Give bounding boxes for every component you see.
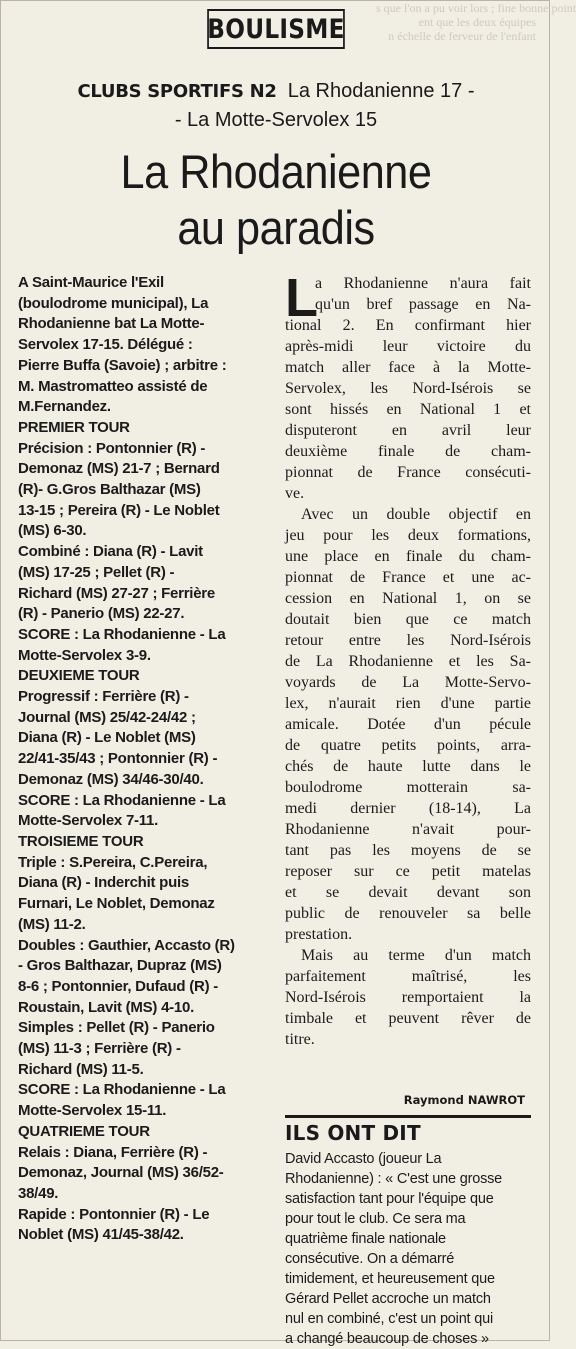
article-line: voyards de La Motte-Servo- <box>285 674 531 691</box>
results-line: Furnari, Le Noblet, Demonaz <box>18 895 215 913</box>
section-rubric: BOULISME <box>207 9 345 49</box>
article-line: une place en finale du cham- <box>285 548 531 565</box>
article-line: parfaitement maîtrisé, les <box>285 968 531 985</box>
results-line: Motte-Servolex 3-9. <box>18 646 151 664</box>
article-line: deuxième finale de cham- <box>285 443 531 460</box>
results-line: Roustain, Lavit (MS) 4-10. <box>18 998 195 1016</box>
results-line: (R)- G.Gros Balthazar (MS) <box>18 481 201 499</box>
quote-line: satisfaction tant pour l'équipe que <box>285 1191 494 1207</box>
article-line: medi dernier (18-14), La <box>285 800 531 817</box>
article-line: titre. <box>285 1031 315 1048</box>
article-line: a Rhodanienne n'aura fait <box>315 275 531 292</box>
article-line: Avec un double objectif en <box>301 506 531 523</box>
results-line: 38/49. <box>18 1184 59 1202</box>
article-line: de La Rhodanienne et les Sa- <box>285 653 531 670</box>
article-line: tant pas les moyens de se <box>285 842 531 859</box>
match-subhead <box>1 79 551 104</box>
subhead-line-1: La Rhodanienne 17 - <box>287 80 475 102</box>
bleed-line: ent que les deux équipes <box>418 15 536 29</box>
article-line: reposer sur ce petit matelas <box>285 863 531 880</box>
results-line: Journal (MS) 25/42-24/42 ; <box>18 708 196 726</box>
results-line: Richard (MS) 27-27 ; Ferrière <box>18 584 215 602</box>
results-line: SCORE : La Rhodanienne - La <box>18 1081 226 1099</box>
article-line: public de renouveler sa belle <box>285 905 531 922</box>
quote-line: timidement, et heureusement que <box>285 1271 495 1287</box>
quote-line: quatrième finale nationale <box>285 1231 446 1247</box>
quote-box-text <box>285 1149 531 1349</box>
article-line: Servolex, les Nord-Isérois se <box>285 380 531 397</box>
results-line: Servolex 17-15. Délégué : <box>18 336 193 354</box>
results-line: Précision : Pontonnier (R) - <box>18 439 206 457</box>
results-line: Demonaz, Journal (MS) 36/52- <box>18 1164 224 1182</box>
quote-box-rule <box>285 1115 531 1118</box>
article-line: lex, n'aurait rien d'une partie <box>285 695 531 712</box>
quote-line: Gérard Pellet accroche un match <box>285 1291 491 1307</box>
results-line: Relais : Diana, Ferrière (R) - <box>18 1143 208 1161</box>
results-line: Simples : Pellet (R) - Panerio <box>18 1019 215 1037</box>
results-line: Motte-Servolex 15-11. <box>18 1102 167 1120</box>
author-signature: Raymond NAWROT <box>403 1093 525 1107</box>
results-line: Pierre Buffa (Savoie) ; arbitre : <box>18 356 227 374</box>
results-line: 22/41-35/43 ; Pontonnier (R) - <box>18 750 218 768</box>
quote-line: Rhodanienne) : « C'est une grosse <box>285 1171 503 1187</box>
results-line: SCORE : La Rhodanienne - La <box>18 625 226 643</box>
article-line: chés de haute lutte dans le <box>285 758 531 775</box>
article-line: de quatre petits points, arra- <box>285 737 531 754</box>
article-line: pionnat de France consécuti- <box>285 464 531 481</box>
article-line: pionnat de France et une ac- <box>285 569 531 586</box>
results-line: M. Mastromatteo assisté de <box>18 377 208 395</box>
bleed-line: n échelle de ferveur de l'enfant <box>388 29 536 43</box>
article-line: match aller face à la Motte- <box>285 359 531 376</box>
results-line: (MS) 17-25 ; Pellet (R) - <box>18 563 175 581</box>
headline-line-2: au paradis <box>177 201 375 254</box>
article-line: et se devait devant son <box>285 884 531 901</box>
quote-line: nul en combiné, c'est un point qui <box>285 1311 493 1327</box>
article-line: disputeront en avril leur <box>285 422 531 439</box>
results-line: Demonaz (MS) 21-7 ; Bernard <box>18 460 220 478</box>
article-line: doutait bien que ce match <box>285 611 531 628</box>
article-line: ve. <box>285 485 305 502</box>
article-line: prestation. <box>285 926 353 943</box>
results-line: QUATRIEME TOUR <box>18 1122 150 1140</box>
article-line: boulodrome motterain sa- <box>285 779 531 796</box>
results-column <box>18 273 274 1246</box>
results-line: DEUXIEME TOUR <box>18 667 140 685</box>
drop-cap: L <box>285 268 318 328</box>
results-line: 13-15 ; Pereira (R) - Le Noblet <box>18 501 220 519</box>
quote-line: a changé beaucoup de choses » <box>285 1331 489 1347</box>
results-line: Motte-Servolex 7-11. <box>18 812 159 830</box>
results-line: M.Fernandez. <box>18 398 111 416</box>
results-line: (MS) 6-30. <box>18 522 87 540</box>
results-line: TROISIEME TOUR <box>18 832 144 850</box>
results-line: Noblet (MS) 41/45-38/42. <box>18 1226 184 1244</box>
quote-line: consécutive. On a démarré <box>285 1251 455 1267</box>
results-line: PREMIER TOUR <box>18 418 130 436</box>
results-line: (R) - Panerio (MS) 22-27. <box>18 605 185 623</box>
article-line: qu'un bref passage en Na- <box>315 296 531 313</box>
article-line: jeu pour les deux formations, <box>285 527 531 544</box>
results-line: (MS) 11-2. <box>18 915 86 933</box>
results-line: Diana (R) - Le Noblet (MS) <box>18 729 196 747</box>
article-line: Mais au terme d'un match <box>301 947 531 964</box>
results-line: Diana (R) - Inderchit puis <box>18 874 190 892</box>
subhead-tag: CLUBS SPORTIFS N2 <box>77 81 277 102</box>
article-line: après-midi leur victoire du <box>285 338 531 355</box>
article-line: timbale et peuvent rêver de <box>285 1010 531 1027</box>
article-line: retour entre les Nord-Isérois <box>285 632 531 649</box>
results-line: 8-6 ; Pontonnier, Dufaud (R) - <box>18 977 218 995</box>
results-line: SCORE : La Rhodanienne - La <box>18 791 226 809</box>
quote-box-title: ILS ONT DIT <box>285 1121 421 1145</box>
results-line: Triple : S.Pereira, C.Pereira, <box>18 853 208 871</box>
article-line: Rhodanienne n'avait pour- <box>285 821 531 838</box>
headline-line-1: La Rhodanienne <box>120 145 432 198</box>
article-line: cession en National 1, on se <box>285 590 531 607</box>
results-line: Combiné : Diana (R) - Lavit <box>18 543 203 561</box>
results-line: - Gros Balthazar, Dupraz (MS) <box>18 957 222 975</box>
results-line: A Saint-Maurice l'Exil <box>18 274 164 291</box>
bleed-line: s que l'on a pu voir lors ; fine bonne point <box>376 1 576 15</box>
results-line: Rapide : Pontonnier (R) - Le <box>18 1205 210 1223</box>
quote-line: pour tout le club. Ce sera ma <box>285 1211 466 1227</box>
quote-line: David Accasto (joueur La <box>285 1151 442 1167</box>
article-line: sont hissés en National 1 et <box>285 401 531 418</box>
results-line: Progressif : Ferrière (R) - <box>18 688 189 706</box>
subhead-line-2: - La Motte-Servolex 15 <box>174 109 378 131</box>
article-line: Nord-Isérois remportaient la <box>285 989 531 1006</box>
bleed-through-text <box>376 1 576 61</box>
article-line: amicale. Dotée d'un pécule <box>285 716 531 733</box>
results-line: (boulodrome municipal), La <box>18 294 209 312</box>
article-line: tional 2. En confirmant hier <box>285 317 531 334</box>
results-line: Demonaz (MS) 34/46-30/40. <box>18 770 204 788</box>
results-line: (MS) 11-3 ; Ferrière (R) - <box>18 1040 181 1058</box>
results-line: Doubles : Gauthier, Accasto (R) <box>18 936 235 954</box>
results-line: Rhodanienne bat La Motte- <box>18 315 205 333</box>
results-line: Richard (MS) 11-5. <box>18 1060 144 1078</box>
article-column <box>285 268 531 1050</box>
